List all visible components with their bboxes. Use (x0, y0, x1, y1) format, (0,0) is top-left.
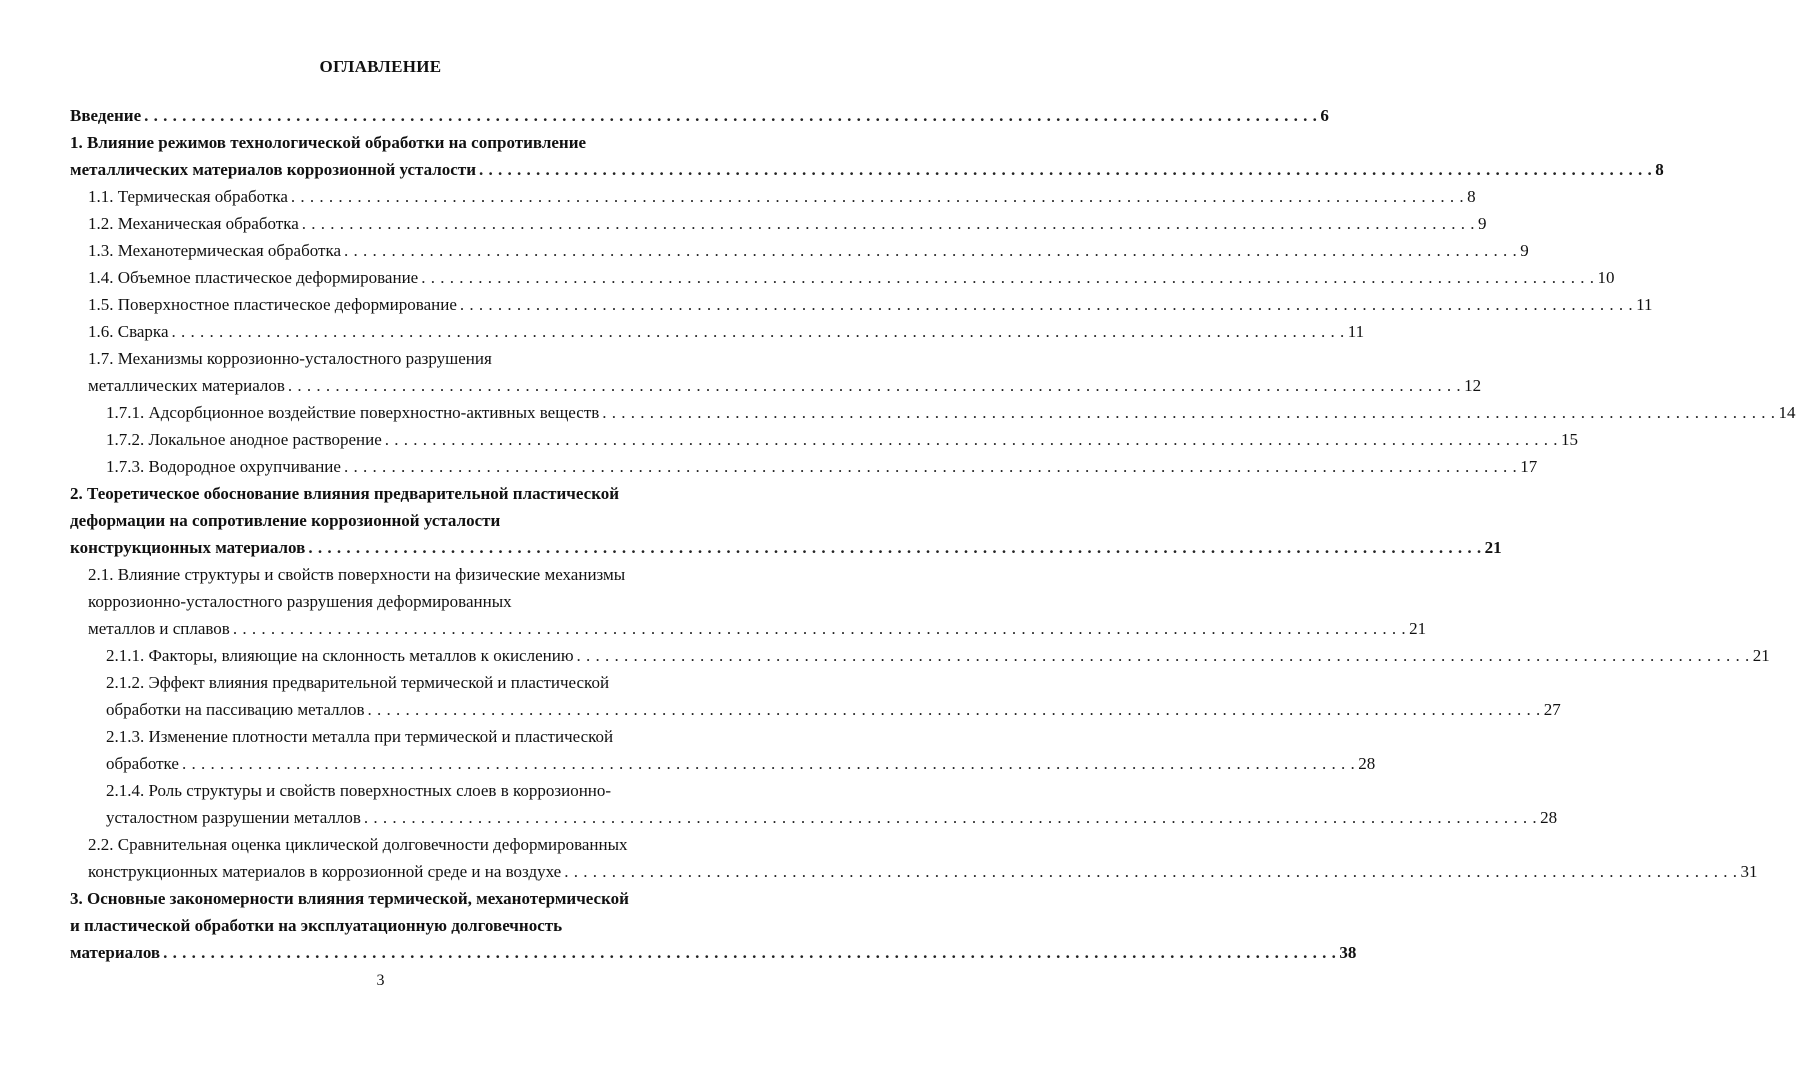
toc-entry-text: 1.7.3. Водородное охрупчивание (106, 457, 341, 476)
toc-entry[interactable] (106, 806, 1558, 830)
toc-entry[interactable] (88, 617, 1427, 641)
toc-leader: . . . . . . . . . . . . . . . . . . . . . . . . . . . . . . . . . . . . . . . . . . . . . . . . . . . . . . . . . . . . . . . . . . . . . . . . . . . . . . . . . . . . . . . . . . . . . . . . . . . . . . . . . . . . . . . . . . . . . . . . . . . . (287, 376, 1462, 395)
toc-leader: . . . . . . . . . . . . . . . . . . . . . . . . . . . . . . . . . . . . . . . . . . . . . . . . . . . . . . . . . . . . . . . . . . . . . . . . . . . . . . . . . . . . . . . . . . . . . . . . . . . . . . . . . . . . . . . . . . . . . . . . . . . . (384, 430, 1559, 449)
toc-leader: . . . . . . . . . . . . . . . . . . . . . . . . . . . . . . . . . . . . . . . . . . . . . . . . . . . . . . . . . . . . . . . . . . . . . . . . . . . . . . . . . . . . . . . . . . . . . . . . . . . . . . . . . . . . . . . . . . . . . . . . . . . . (459, 295, 1634, 314)
toc-entry[interactable] (88, 185, 1476, 209)
toc-entry-page: 31 (1740, 862, 1758, 881)
toc-leader: . . . . . . . . . . . . . . . . . . . . . . . . . . . . . . . . . . . . . . . . . . . . . . . . . . . . . . . . . . . . . . . . . . . . . . . . . . . . . . . . . . . . . . . . . . . . . . . . . . . . . . . . . . . . . . . . . . . . . . . . . . . . (308, 538, 1482, 557)
toc-entry-text: 2.1.1. Факторы, влияющие на склонность металлов к окислению (106, 646, 574, 665)
toc-entry-page: 38 (1339, 943, 1357, 962)
toc-entry-text: обработки на пассивацию металлов (106, 700, 365, 719)
toc-entry-page: 27 (1543, 700, 1561, 719)
toc-entry-text: 1.7. Механизмы коррозионно-усталостного разрушения (88, 349, 492, 368)
toc-entry-text: обработке (106, 754, 179, 773)
toc-title: ОГЛАВЛЕНИЕ (319, 57, 442, 76)
page-number: 3 (376, 972, 385, 989)
toc-entry-page: 8 (1467, 187, 1476, 206)
toc-entry[interactable] (88, 266, 1615, 290)
toc-entry-text: конструкционных материалов в коррозионной среде и на воздухе (88, 862, 562, 881)
toc-entry[interactable] (106, 644, 1770, 668)
toc-entry[interactable] (70, 158, 1664, 182)
toc-entry[interactable] (88, 374, 1482, 398)
toc-entry[interactable] (106, 725, 694, 749)
toc-entry[interactable] (70, 482, 694, 506)
toc-entry[interactable] (106, 428, 1579, 452)
toc-leader: . . . . . . . . . . . . . . . . . . . . . . . . . . . . . . . . . . . . . . . . . . . . . . . . . . . . . . . . . . . . . . . . . . . . . . . . . . . . . . . . . . . . . . . . . . . . . . . . . . . . . . . . . . . . . . . . . . . . . . . . . . . . (171, 322, 1345, 341)
toc-leader: . . . . . . . . . . . . . . . . . . . . . . . . . . . . . . . . . . . . . . . . . . . . . . . . . . . . . . . . . . . . . . . . . . . . . . . . . . . . . . . . . . . . . . . . . . . . . . . . . . . . . . . . . . . . . . . . . . . . . . . . . . . . (181, 754, 1356, 773)
toc-entry[interactable] (88, 212, 1487, 236)
toc-leader: . . . . . . . . . . . . . . . . . . . . . . . . . . . . . . . . . . . . . . . . . . . . . . . . . . . . . . . . . . . . . . . . . . . . . . . . . . . . . . . . . . . . . . . . . . . . . . . . . . . . . . . . . . . . . . . . . . . . . . . . . . . . (564, 862, 1738, 881)
toc-entry-text: 1.7.2. Локальное анодное растворение (106, 430, 382, 449)
toc-entry-page: 9 (1478, 214, 1487, 233)
toc-entry-page: 11 (1636, 295, 1653, 314)
toc-entry[interactable] (70, 131, 694, 155)
toc-entry-text: металлов и сплавов (88, 619, 230, 638)
toc-leader: . . . . . . . . . . . . . . . . . . . . . . . . . . . . . . . . . . . . . . . . . . . . . . . . . . . . . . . . . . . . . . . . . . . . . . . . . . . . . . . . . . . . . . . . . . . . . . . . . . . . . . . . . . . . . . . . . . . . . . . . . . . . (301, 214, 1476, 233)
toc-entry-page: 9 (1520, 241, 1529, 260)
toc-entry-page: 12 (1464, 376, 1482, 395)
toc-entry-text: 1.4. Объемное пластическое деформирование (88, 268, 419, 287)
toc-entry-text: деформации на сопротивление коррозионной усталости (70, 511, 501, 530)
toc-entry[interactable] (70, 104, 1329, 128)
toc-leader: . . . . . . . . . . . . . . . . . . . . . . . . . . . . . . . . . . . . . . . . . . . . . . . . . . . . . . . . . . . . . . . . . . . . . . . . . . . . . . . . . . . . . . . . . . . . . . . . . . . . . . . . . . . . . . . . . . . . . . . . . . . . (576, 646, 1750, 665)
toc-entry-text: 1.3. Механотермическая обработка (88, 241, 342, 260)
toc-entry-page: 21 (1484, 538, 1502, 557)
toc-entry[interactable] (70, 914, 694, 938)
toc-entry[interactable] (88, 320, 1365, 344)
toc-entry[interactable] (88, 860, 1758, 884)
toc-entry-text: 3. Основные закономерности влияния термической, механотермической (70, 889, 629, 908)
toc-entry[interactable] (88, 347, 694, 371)
toc-entry[interactable] (88, 833, 694, 857)
toc-leader: . . . . . . . . . . . . . . . . . . . . . . . . . . . . . . . . . . . . . . . . . . . . . . . . . . . . . . . . . . . . . . . . . . . . . . . . . . . . . . . . . . . . . . . . . . . . . . . . . . . . . . . . . . . . . . . . . . . . . . . . . . . . (343, 457, 1518, 476)
toc-entry-text: и пластической обработки на эксплуатационную долговечность (70, 916, 563, 935)
toc-entry-text: 2.1.2. Эффект влияния предварительной термической и пластической (106, 673, 610, 692)
toc-leader: . . . . . . . . . . . . . . . . . . . . . . . . . . . . . . . . . . . . . . . . . . . . . . . . . . . . . . . . . . . . . . . . . . . . . . . . . . . . . . . . . . . . . . . . . . . . . . . . . . . . . . . . . . . . . . . . . . . . . . . . . . . . (479, 160, 1653, 179)
toc-entry-text: 1.2. Механическая обработка (88, 214, 299, 233)
toc-entry[interactable] (106, 671, 694, 695)
toc-leader: . . . . . . . . . . . . . . . . . . . . . . . . . . . . . . . . . . . . . . . . . . . . . . . . . . . . . . . . . . . . . . . . . . . . . . . . . . . . . . . . . . . . . . . . . . . . . . . . . . . . . . . . . . . . . . . . . . . . . . . . . . . . (163, 943, 1337, 962)
toc-leader: . . . . . . . . . . . . . . . . . . . . . . . . . . . . . . . . . . . . . . . . . . . . . . . . . . . . . . . . . . . . . . . . . . . . . . . . . . . . . . . . . . . . . . . . . . . . . . . . . . . . . . . . . . . . . . . . . . . . . . . . . . . . (344, 241, 1518, 260)
toc-entry-text: 2. Теоретическое обоснование влияния предварительной пластической (70, 484, 620, 503)
toc-entry[interactable] (70, 887, 694, 911)
toc-leader: . . . . . . . . . . . . . . . . . . . . . . . . . . . . . . . . . . . . . . . . . . . . . . . . . . . . . . . . . . . . . . . . . . . . . . . . . . . . . . . . . . . . . . . . . . . . . . . . . . . . . . . . . . . . . . . . . . . . . . . . . . . . (290, 187, 1465, 206)
toc-entry-text: 1.5. Поверхностное пластическое деформирование (88, 295, 457, 314)
toc-entry-text: металлических материалов коррозионной усталости (70, 160, 476, 179)
toc-entry-page: 28 (1540, 808, 1558, 827)
toc-entry-text: 1.6. Сварка (88, 322, 169, 341)
toc-entry-text: Введение (70, 106, 142, 125)
toc-entry-page: 11 (1347, 322, 1365, 341)
toc-entry[interactable] (106, 752, 1376, 776)
toc-leader: . . . . . . . . . . . . . . . . . . . . . . . . . . . . . . . . . . . . . . . . . . . . . . . . . . . . . . . . . . . . . . . . . . . . . . . . . . . . . . . . . . . . . . . . . . . . . . . . . . . . . . . . . . . . . . . . . . . . . . . . . . . . (602, 403, 1776, 422)
toc-entry[interactable] (70, 536, 1502, 560)
toc-entry-text: 1.7.1. Адсорбционное воздействие поверхностно-активных веществ (106, 403, 600, 422)
toc-entry-text: коррозионно-усталостного разрушения деформированных (88, 592, 512, 611)
toc-entry[interactable] (88, 590, 694, 614)
toc-entry-text: конструкционных материалов (70, 538, 306, 557)
toc-entry-text: 1.1. Термическая обработка (88, 187, 288, 206)
toc-entry-text: 1. Влияние режимов технологической обработки на сопротивление (70, 133, 587, 152)
toc-entry[interactable] (88, 563, 694, 587)
toc-entry[interactable] (70, 509, 694, 533)
toc-entry-page: 17 (1520, 457, 1538, 476)
toc-leader: . . . . . . . . . . . . . . . . . . . . . . . . . . . . . . . . . . . . . . . . . . . . . . . . . . . . . . . . . . . . . . . . . . . . . . . . . . . . . . . . . . . . . . . . . . . . . . . . . . . . . . . . . . . . . . . . . . . . . . . . . . . . (421, 268, 1595, 287)
toc-entry[interactable] (88, 239, 1529, 263)
toc-entry-page: 6 (1320, 106, 1329, 125)
toc-entry-text: 2.2. Сравнительная оценка циклической долговечности деформированных (88, 835, 628, 854)
toc-entry-text: усталостном разрушении металлов (106, 808, 361, 827)
toc-entry-page: 8 (1655, 160, 1664, 179)
toc-entry-page: 21 (1752, 646, 1770, 665)
toc-entry[interactable] (106, 779, 694, 803)
toc-entry-text: 2.1. Влияние структуры и свойств поверхности на физические механизмы (88, 565, 626, 584)
toc-entry-page: 10 (1597, 268, 1615, 287)
toc-entry-page: 14 (1778, 403, 1796, 422)
toc-entry-text: металлических материалов (88, 376, 285, 395)
toc-entry-page: 15 (1561, 430, 1579, 449)
toc-entry-text: 2.1.4. Роль структуры и свойств поверхностных слоев в коррозионно- (106, 781, 612, 800)
toc-leader: . . . . . . . . . . . . . . . . . . . . . . . . . . . . . . . . . . . . . . . . . . . . . . . . . . . . . . . . . . . . . . . . . . . . . . . . . . . . . . . . . . . . . . . . . . . . . . . . . . . . . . . . . . . . . . . . . . . . . . . . . . . . (144, 106, 1318, 125)
toc-leader: . . . . . . . . . . . . . . . . . . . . . . . . . . . . . . . . . . . . . . . . . . . . . . . . . . . . . . . . . . . . . . . . . . . . . . . . . . . . . . . . . . . . . . . . . . . . . . . . . . . . . . . . . . . . . . . . . . . . . . . . . . . . (367, 700, 1541, 719)
toc-entry[interactable] (106, 401, 1796, 425)
toc-entry-page: 28 (1358, 754, 1376, 773)
toc-entry[interactable] (70, 941, 1357, 965)
toc-entry[interactable] (106, 698, 1561, 722)
toc-entry[interactable] (88, 293, 1653, 317)
toc-entry-page: 21 (1409, 619, 1427, 638)
toc-entry-text: 2.1.3. Изменение плотности металла при термической и пластической (106, 727, 614, 746)
toc-leader: . . . . . . . . . . . . . . . . . . . . . . . . . . . . . . . . . . . . . . . . . . . . . . . . . . . . . . . . . . . . . . . . . . . . . . . . . . . . . . . . . . . . . . . . . . . . . . . . . . . . . . . . . . . . . . . . . . . . . . . . . . . . (363, 808, 1538, 827)
toc-entry-text: материалов (70, 943, 161, 962)
toc-leader: . . . . . . . . . . . . . . . . . . . . . . . . . . . . . . . . . . . . . . . . . . . . . . . . . . . . . . . . . . . . . . . . . . . . . . . . . . . . . . . . . . . . . . . . . . . . . . . . . . . . . . . . . . . . . . . . . . . . . . . . . . . . (232, 619, 1407, 638)
toc-entry[interactable] (106, 455, 1538, 479)
